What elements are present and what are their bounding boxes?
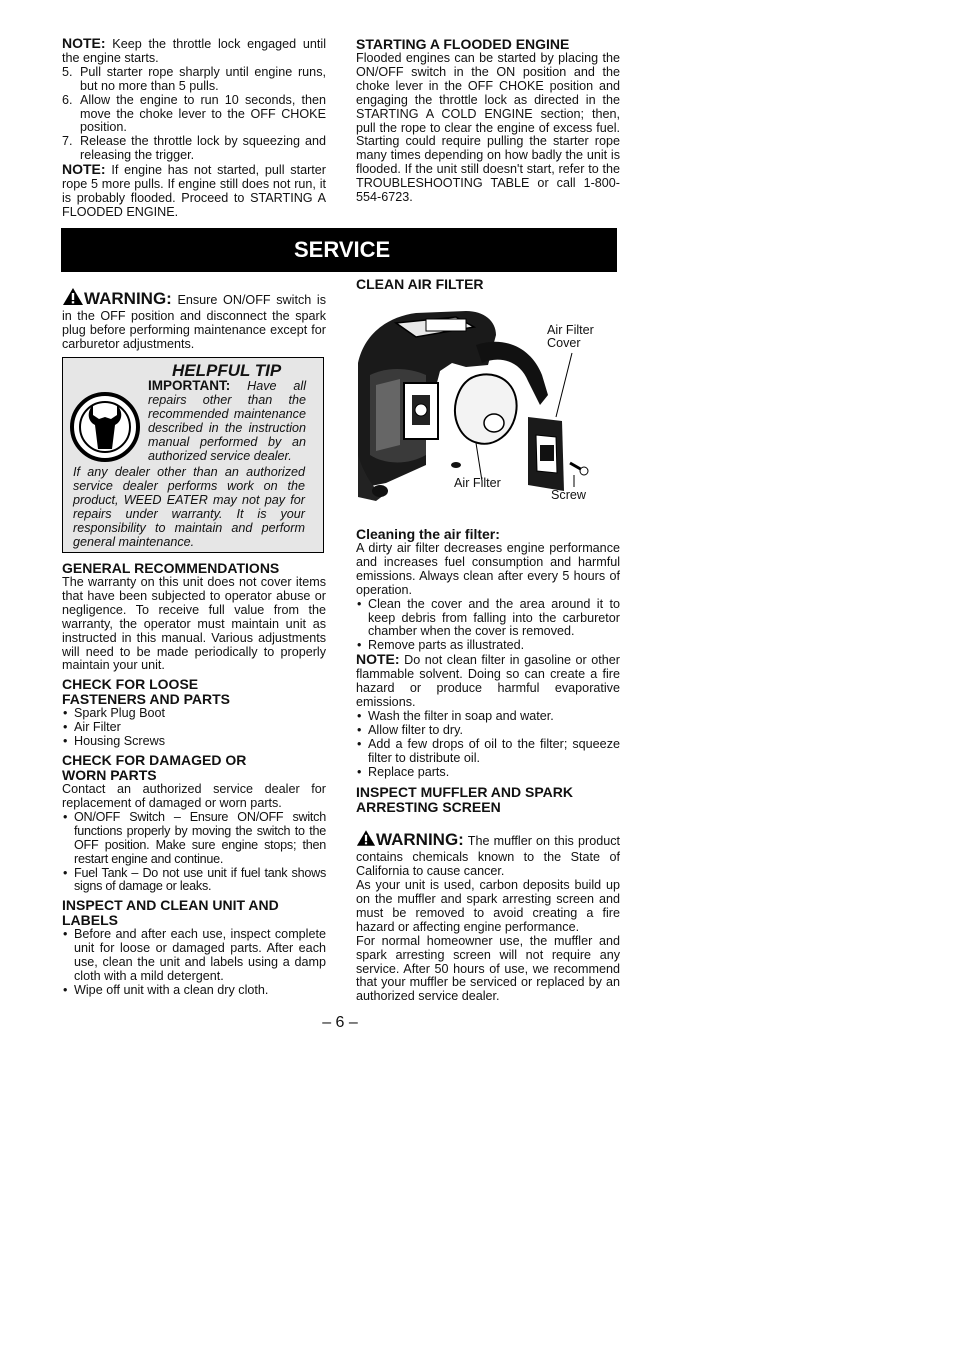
list-item: • Replace parts. [356,766,620,780]
general-text: The warranty on this unit does not cover items that have been subjected to operator abuse or negligence. To receive full value from the warranty, the operator must maintain unit as instructed in this manual. Various adjustments will need to be made periodically to properly maintain your unit. [62,575,326,673]
loose-heading: CHECK FOR LOOSE FASTENERS AND PARTS [62,676,231,708]
helpful-tip-title: HELPFUL TIP [172,361,282,380]
list-item: • Allow filter to dry. [356,724,620,738]
loose-list [62,707,326,749]
inspect-clean-heading: INSPECT AND CLEAN UNIT AND LABELS [62,897,279,929]
air-filter-heading: CLEAN AIR FILTER [356,276,484,292]
list-item: • Air Filter [62,721,326,735]
air-filter-heading-block [356,277,620,292]
damaged-list [62,811,326,894]
step-item: 7. Release the throttle lock by squeezing and releasing the trigger. [62,134,326,163]
air-filter-label: Air Filter [454,476,501,490]
warning-triangle-icon [62,287,84,310]
list-item: • Before and after each use, inspect complete unit for loose or damaged parts. After each use, clean the unit and labels using a damp cloth with a mild detergent. [62,928,326,984]
left-top-section [62,37,326,220]
flooded-engine-heading: STARTING A FLOODED ENGINE [356,36,570,52]
damaged-heading: CHECK FOR DAMAGED OR WORN PARTS [62,752,247,784]
screw-label: Screw [551,488,586,502]
step-item: 5. Pull starter rope sharply until engine runs, but no more than 5 pulls. [62,64,326,93]
note-solvent: NOTE: Do not clean filter in gasoline or other flammable solvent. Doing so can create a fire hazard or produce harmful evaporative emissions. [356,651,620,709]
cleaning-heading: Cleaning the air filter: [356,526,500,542]
list-item: • Add a few drops of oil to the filter; squeeze filter to distribute oil. [356,738,620,766]
damaged-text: Contact an authorized service dealer for replacement of damaged or worn parts. [62,782,326,810]
flooded-engine-text: Flooded engines can be started by placing the ON/OFF switch in the ON position and the choke lever in the OFF CHOKE position and engaging the throttle lock as directed in the STARTING A COLD ENGINE section; then, pull the rope to clear the engine of excess fuel. Starting could require pulling the starter rope many times depending on how badly the unit is flooded. If the unit still doesn't start, refer to the TROUBLESHOOTING TABLE or call 1-800-554-6723. [356,51,620,205]
list-item: • Remove parts as illustrated. [356,639,620,653]
note-not-started: NOTE: If engine has not started, pull starter rope 5 more pulls. If engine still does not run, it is probably flooded. Proceed to STARTING A FLOODED ENGINE. [62,161,326,219]
list-item: • ON/OFF Switch – Ensure ON/OFF switch functions properly by moving the switch to the OFF position. Make sure engine stops; then restart engine and continue. [62,811,326,867]
starting-steps [62,66,326,163]
inspect-clean-list [62,928,326,998]
general-heading: GENERAL RECOMMENDATIONS [62,560,280,576]
muffler-heading: INSPECT MUFFLER AND SPARK ARRESTING SCREEN [356,784,573,816]
muffler-para-2: For normal homeowner use, the muffler and spark arresting screen will not require any service. After 50 hours of use, we recommend that your muffler be serviced or replaced by an authorized service dealer. [356,933,620,1004]
note-keep-throttle: NOTE: Keep the throttle lock engaged until the engine starts. [62,35,326,65]
list-item: • Clean the cover and the area around it to keep debris from falling into the carburetor chamber when the cover is removed. [356,598,620,640]
service-banner [61,228,617,272]
right-service-section [356,527,620,1004]
air-filter-figure [356,305,620,505]
wrench-icon [69,391,141,468]
cleaning-text: A dirty air filter decreases engine performance and increases fuel consumption and harmful emissions. Always clean after every 5 hours of operation. [356,541,620,597]
cleaning-list-1 [356,598,620,654]
cleaning-list-2 [356,710,620,780]
list-item: • Fuel Tank – Do not use unit if fuel tank shows signs of damage or leaks. [62,867,326,895]
list-item: • Wipe off unit with a clean dry cloth. [62,984,326,998]
warning-maintenance: WARNING: Ensure ON/OFF switch is in the OFF position and disconnect the spark plug before performing maintenance except for carburetor adjustments. [62,289,326,351]
warning-triangle-icon [356,829,376,851]
service-title: SERVICE [294,237,391,262]
left-service-section [62,561,326,998]
important-text: IMPORTANT: Have all repairs other than the recommended maintenance described in the instruction manual performed by an authorized service dealer. [148,378,306,463]
list-item: • Housing Screws [62,735,326,749]
helpful-tip-body: If any dealer other than an authorized service dealer performs work on the product, WEED EATER may not pay for repairs under warranty. It is your responsibility to maintain and perform general maintenance. [73,465,305,549]
helpful-tip-box [62,357,324,553]
muffler-warning: WARNING: The muffler on this product contains chemicals known to the State of California to cause cancer. [356,830,620,879]
list-item: • Wash the filter in soap and water. [356,710,620,724]
flooded-engine-section [356,37,620,205]
air-filter-cover-label: Air Filter Cover [547,323,594,350]
page-number: – 6 – [322,1014,358,1031]
list-item: • Spark Plug Boot [62,707,326,721]
step-item: 6. Allow the engine to run 10 seconds, then move the choke lever to the OFF CHOKE position. [62,92,326,135]
muffler-para-1: As your unit is used, carbon deposits build up on the muffler and spark arresting screen and must be removed to avoid creating a fire hazard or affecting engine performance. [356,878,620,934]
